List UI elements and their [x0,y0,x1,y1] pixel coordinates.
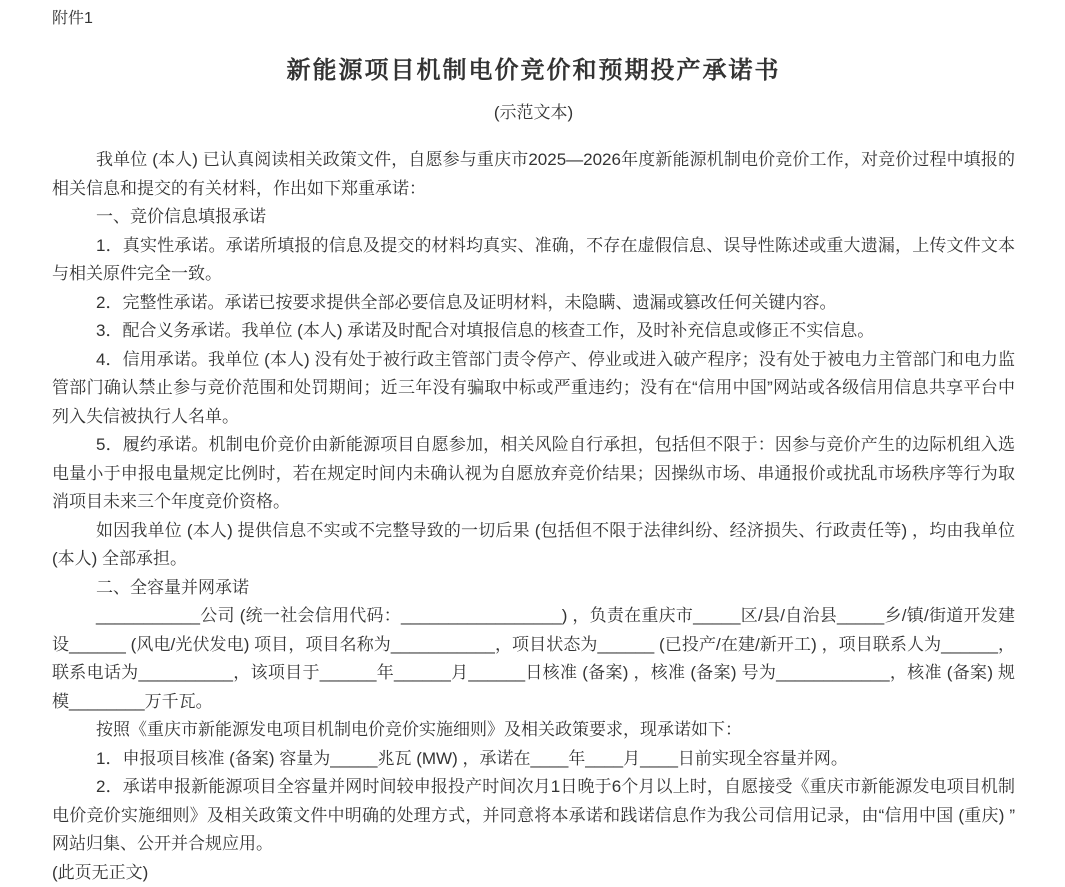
section-1-heading: 一、竞价信息填报承诺 [96,207,266,227]
item-completeness-commitment: 2．完整性承诺。承诺已按要求提供全部必要信息及证明材料，未隐瞒、遗漏或篡改任何关键内容。 [96,292,837,312]
per-rules-paragraph: 按照《重庆市新能源发电项目机制电价竞价实施细则》及相关政策要求，现承诺如下： [96,720,742,740]
grid-connection-item-2: 2．承诺申报新能源项目全容量并网时间较申报投产时间次月1日晚于6个月以上时，自愿接受《重庆市新能源发电项目机制电价竞价实施细则》及相关政策文件中明确的处理方式，并同意将本承诺和践诺信息作为我公司信用记录，由“信用中国 (重庆) ”网站归集、公开并合规应用。 [52,777,1015,854]
grid-connection-item-1: 1．申报项目核准 (备案) 容量为_____兆瓦 (MW) ，承诺在____年____月____日前实现全容量并网。 [96,748,848,768]
section-2-heading: 二、全容量并网承诺 [96,577,249,597]
document-subtitle: (示范文本) [493,103,574,123]
item-credit-commitment: 4．信用承诺。我单位 (本人) 没有处于被行政主管部门责令停产、停业或进入破产程序；没有处于被电力主管部门和电力监管部门确认禁止参与竞价范围和处罚期间；近三年没有骗取中标或严重违约；没有在“信用中国”网站或各级信用信息共享平台中列入失信被执行人名单。 [52,349,1015,426]
closing-note: (此页无正文) [52,862,149,882]
item-authenticity-commitment: 1．真实性承诺。承诺所填报的信息及提交的材料均真实、准确，不存在虚假信息、误导性陈述或重大遗漏，上传文件文本与相关原件完全一致。 [52,235,1015,284]
company-info-fill-in-paragraph: ___________公司 (统一社会信用代码：_________________) ，负责在重庆市_____区/县/自治县_____乡/镇/街道开发建设______ (风电/光伏发电) 项目，项目名称为___________，项目状态为______ (已投产/在建/新开工) ，项目联系人为______，联系电话为__________，该项目于______年______月______日核准 (备案) ，核准 (备案) 号为____________，核准 (备案) 规模________万千瓦。 [52,606,1015,711]
attachment-label: 附件1 [52,10,93,27]
document-title: 新能源项目机制电价竞价和预期投产承诺书 [286,57,781,84]
intro-paragraph: 我单位 (本人) 已认真阅读相关政策文件，自愿参与重庆市2025—2026年度新能源机制电价竞价工作，对竞价过程中填报的相关信息和提交的有关材料，作出如下郑重承诺： [52,150,1015,198]
item-performance-commitment: 5．履约承诺。机制电价竞价由新能源项目自愿参加，相关风险自行承担，包括但不限于：因参与竞价产生的边际机组入选电量小于申报电量规定比例时，若在规定时间内未确认视为自愿放弃竞价结果；因操纵市场、串通报价或扰乱市场秩序等行为取消项目未来三个年度竞价资格。 [52,435,1015,512]
liability-paragraph: 如因我单位 (本人) 提供信息不实或不完整导致的一切后果 (包括但不限于法律纠纷、经济损失、行政责任等) ，均由我单位 (本人) 全部承担。 [52,520,1015,569]
document-body [52,146,1015,887]
item-cooperation-commitment: 3．配合义务承诺。我单位 (本人) 承诺及时配合对填报信息的核查工作，及时补充信息或修正不实信息。 [96,321,875,341]
